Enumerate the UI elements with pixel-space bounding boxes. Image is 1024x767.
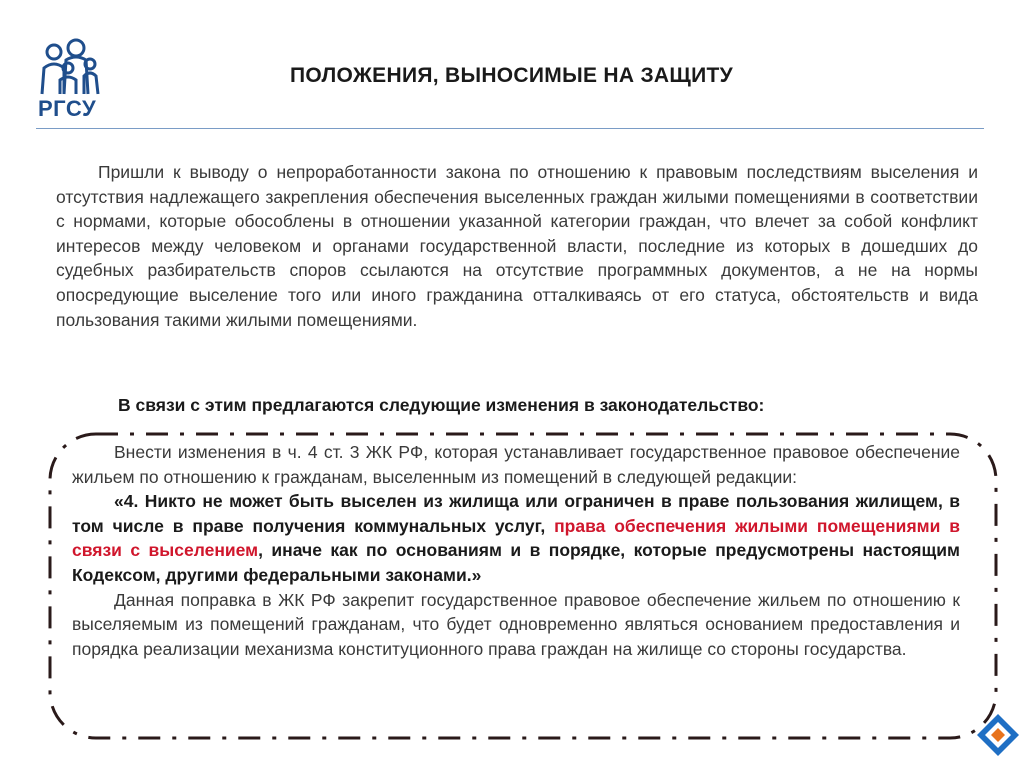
proposal-content bbox=[72, 440, 960, 661]
quote-highlight: права обеспечения жилыми помещениями в связи с выселением bbox=[72, 515, 960, 561]
quote-part-1: «4. Никто не может быть выселен из жилища или ограничен в праве пользования жилищем, в том числе в праве получения коммунальных услуг, bbox=[72, 491, 960, 536]
main-paragraph: Пришли к выводу о непроработанности закона по отношению к правовым последствиям выселения и отсутствия надлежащего закрепления обеспечения выселенных граждан жилыми помещениями в соответствии с нормами, которые обособлены в отношении указанной категории граждан, что влечет за собой конфликт интересов между человеком и органами государственной власти, последние из которых в дошедших до судебных разбирательств споров ссылаются на отсутствие программных документов, а не на нормы опосредующие выселение того или иного гражданина отталкиваясь от его статуса, обстоятельств и вида пользования такими жилыми помещениями. bbox=[56, 162, 978, 330]
amendment-conclusion: Данная поправка в ЖК РФ закрепит государственное правовое обеспечение жильем по отношению к выселяемым из помещений гражданам, что будет одновременно являться основанием предоставления и порядка реализации механизма конституционного права граждан на жилище со стороны государства. bbox=[72, 589, 960, 659]
corner-diamond-icon bbox=[975, 712, 1021, 758]
proposals-subheading: В связи с этим предлагаются следующие изменения в законодательство: bbox=[118, 395, 765, 415]
amendment-quote bbox=[72, 489, 960, 587]
logo-text: РГСУ bbox=[38, 96, 97, 121]
page-title: ПОЛОЖЕНИЯ, ВЫНОСИМЫЕ НА ЗАЩИТУ bbox=[290, 64, 733, 87]
header-divider bbox=[36, 128, 984, 129]
quote-part-2: , иначе как по основаниям и в порядке, которые предусмотрены настоящим Кодексом, другими федеральными законами.» bbox=[72, 540, 960, 585]
amendment-intro: Внести изменения в ч. 4 ст. 3 ЖК РФ, которая устанавливает государственное правовое обеспечение жильем по отношению к гражданам, выселенным из помещений в следующей редакции: bbox=[72, 442, 960, 487]
